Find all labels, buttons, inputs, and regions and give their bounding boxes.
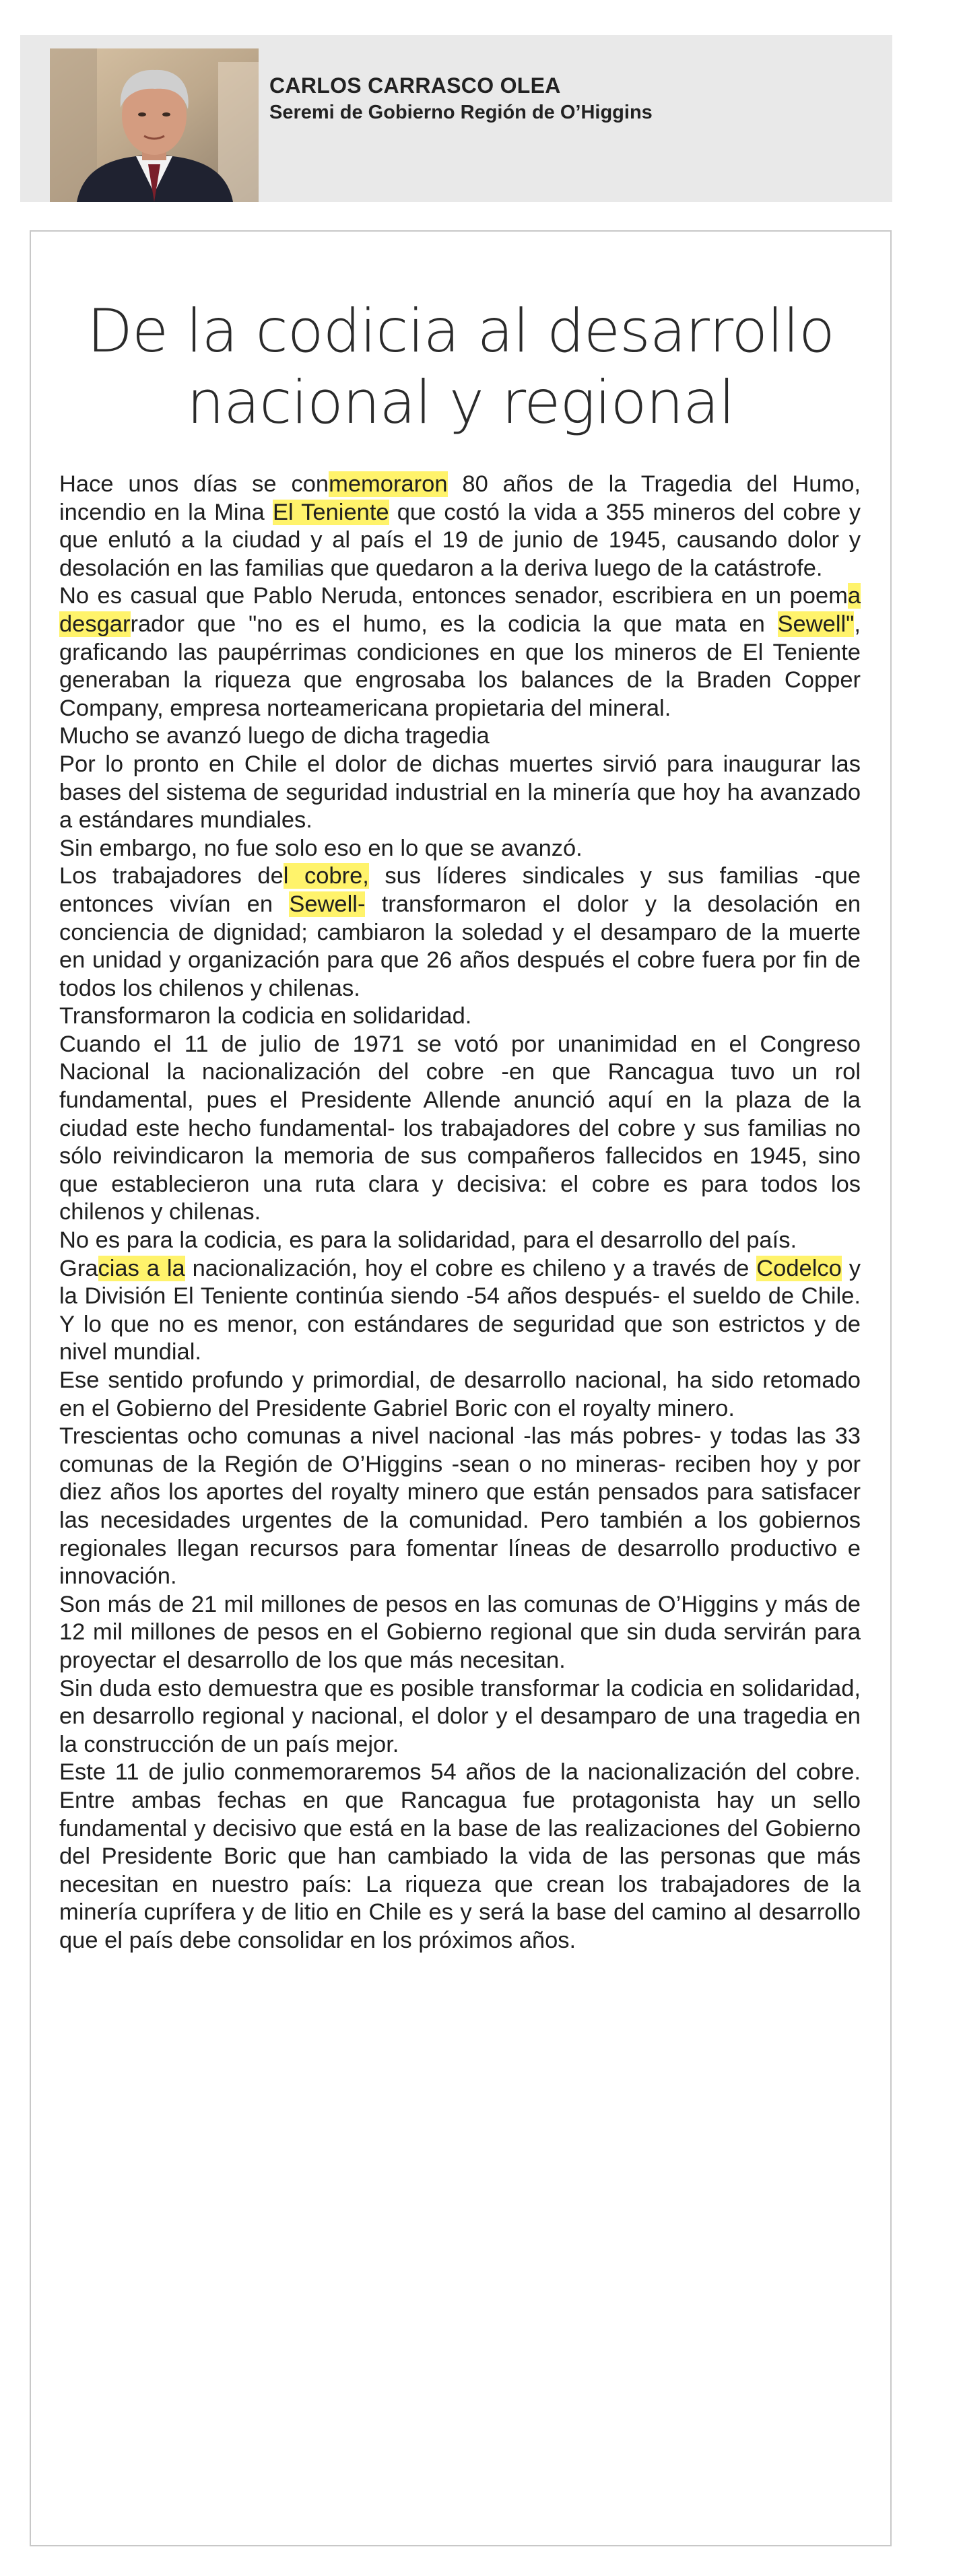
highlighted-text: Sewell": [777, 611, 855, 637]
author-portrait-image: [50, 48, 259, 202]
article-paragraph: No es casual que Pablo Neruda, entonces senador, escribiera en un poema desgarrador que "no es el humo, es la codicia la que mata en Sewell", graficando las paupérrimas condiciones en que los mineros de El Teniente generaban la riqueza que engrosaba los balances de la Braden Copper Company, empresa norteamericana propietaria del mineral.: [59, 583, 861, 721]
title-line-1: De la codicia al desarrollo: [87, 296, 834, 366]
article-paragraph: Este 11 de julio conmemoraremos 54 años de la nacionalización del cobre. Entre ambas fechas en que Rancagua fue protagonista hay un sello fundamental y decisivo que está en la base de las realizaciones del Gobierno del Presidente Boric que han cambiado la vida de las personas que más necesitan en nuestro país: La riqueza que crean los trabajadores de la minería cuprífera y de litio en Chile es y será la base del camino al desarrollo que el país debe consolidar en los próximos años.: [59, 1759, 861, 1953]
highlighted-text: l cobre,: [283, 863, 369, 889]
highlighted-text: Sewell-: [289, 891, 366, 917]
article-body: [59, 471, 861, 1955]
article-paragraph: Son más de 21 mil millones de pesos en las comunas de O’Higgins y más de 12 mil millones de pesos en el Gobierno regional que sin duda servirán para proyectar el desarrollo de los que más necesitan.: [59, 1591, 861, 1673]
article-title: [31, 296, 890, 438]
article-paragraph: Cuando el 11 de julio de 1971 se votó por unanimidad en el Congreso Nacional la nacionalización del cobre -en que Rancagua tuvo un rol fundamental, pues el Presidente Allende anunció aquí en la plaza de la ciudad este hecho fundamental- los trabajadores del cobre y sus familias no sólo reivindicaron la memoria de sus compañeros fallecidos en 1945, sino que establecieron una ruta clara y decisiva: el cobre es para todos los chilenos y chilenas.: [59, 1031, 861, 1225]
title-line-2: nacional y regional: [187, 368, 735, 437]
highlighted-text: memoraron: [329, 471, 448, 497]
highlighted-text: El Teniente: [273, 499, 389, 525]
article-paragraph: Hace unos días se conmemoraron 80 años de la Tragedia del Humo, incendio en la Mina El Teniente que costó la vida a 355 mineros del cobre y que enlutó a la ciudad y al país el 19 de junio de 1945, causando dolor y desolación en las familias que quedaron a la deriva luego de la catástrofe.: [59, 471, 861, 581]
highlighted-text: cias a la: [98, 1255, 185, 1281]
article-paragraph: Los trabajadores del cobre, sus líderes sindicales y sus familias -que entonces vivían en Sewell- transformaron el dolor y la desolación en conciencia de dignidad; cambiaron la soledad y el desamparo de la muerte en unidad y organización para que 26 años después el cobre fuera por fin de todos los chilenos y chilenas.: [59, 863, 861, 1001]
highlighted-text: Codelco: [756, 1255, 842, 1281]
highlighted-text: a desgar: [59, 583, 861, 637]
article-paragraph: Transformaron la codicia en solidaridad.: [59, 1003, 472, 1029]
article-paragraph: Ese sentido profundo y primordial, de desarrollo nacional, ha sido retomado en el Gobierno del Presidente Gabriel Boric con el royalty minero.: [59, 1367, 861, 1421]
author-role: Seremi de Gobierno Región de O’Higgins: [269, 102, 653, 123]
article-paragraph: Sin duda esto demuestra que es posible transformar la codicia en solidaridad, en desarrollo regional y nacional, el dolor y el desamparo de una tragedia en la construcción de un país mejor.: [59, 1675, 861, 1757]
article-paragraph: No es para la codicia, es para la solidaridad, para el desarrollo del país.: [59, 1227, 797, 1254]
author-header: [20, 35, 892, 202]
article-box: [30, 230, 892, 2546]
article-paragraph: Sin embargo, no fue solo eso en lo que se avanzó.: [59, 835, 583, 861]
article-paragraph: Por lo pronto en Chile el dolor de dichas muertes sirvió para inaugurar las bases del sistema de seguridad industrial en la minería que hoy ha avanzado a estándares mundiales.: [59, 751, 861, 834]
article-paragraph: Trescientas ocho comunas a nivel nacional -las más pobres- y todas las 33 comunas de la Región de O’Higgins -sean o no mineras- reciben hoy y por diez años los aportes del royalty minero que están pensados para satisfacer las necesidades urgentes de la comunidad. Pero también a los gobiernos regionales llegan recursos para fomentar líneas de desarrollo productivo e innovación.: [59, 1423, 861, 1590]
article-paragraph: Gracias a la nacionalización, hoy el cobre es chileno y a través de Codelco y la División El Teniente continúa siendo -54 años después- el sueldo de Chile. Y lo que no es menor, con estándares de seguridad que son estrictos y de nivel mundial.: [59, 1255, 861, 1365]
article-paragraph: Mucho se avanzó luego de dicha tragedia: [59, 723, 490, 749]
author-photo: [50, 48, 259, 202]
author-name: CARLOS CARRASCO OLEA: [269, 73, 561, 98]
